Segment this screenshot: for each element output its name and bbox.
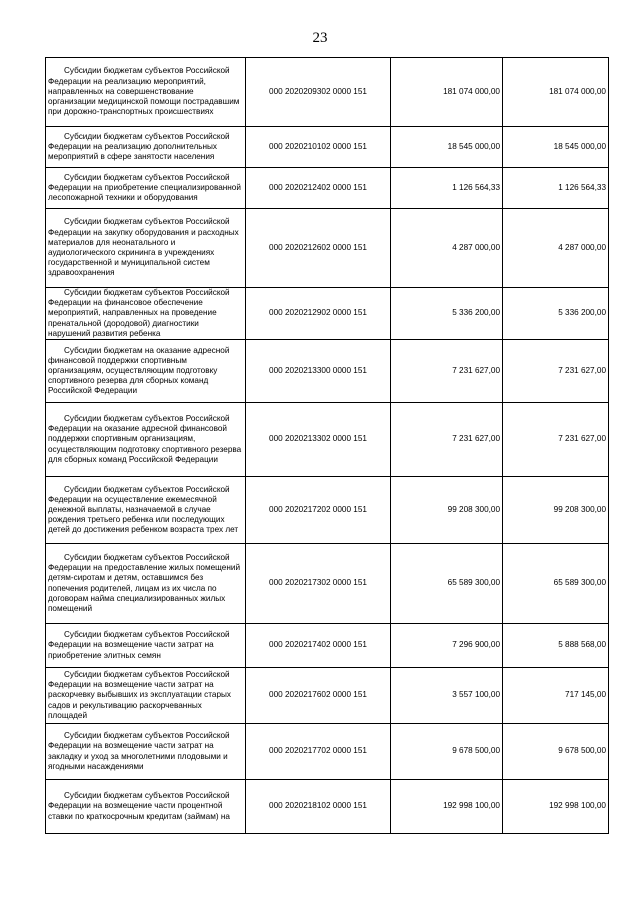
row-amount-1: 1 126 564,33 — [391, 168, 503, 209]
row-code: 000 2020217602 0000 151 — [246, 668, 391, 724]
row-amount-2: 65 589 300,00 — [503, 544, 609, 624]
row-amount-1: 7 296 900,00 — [391, 624, 503, 668]
row-name: Субсидии бюджетам субъектов Российской Федерации на реализацию дополнительных мероприятий в сфере занятости населения — [46, 127, 246, 168]
row-name: Субсидии бюджетам субъектов Российской Федерации на возмещение части затрат на раскорчевку выбывших из эксплуатации старых садов и рекультивацию раскорчеванных площадей — [46, 668, 246, 724]
table-row — [46, 544, 609, 624]
table-row — [46, 288, 609, 340]
row-code: 000 2020212902 0000 151 — [246, 288, 391, 340]
table-row — [46, 724, 609, 780]
row-code: 000 2020213302 0000 151 — [246, 403, 391, 477]
table-row — [46, 168, 609, 209]
row-amount-2: 192 998 100,00 — [503, 780, 609, 834]
row-amount-1: 192 998 100,00 — [391, 780, 503, 834]
row-name: Субсидии бюджетам субъектов Российской Федерации на осуществление ежемесячной денежной выплаты, назначаемой в случае рождения третьего ребенка или последующих детей до достижения ребенком возраста трех лет — [46, 477, 246, 544]
row-amount-1: 7 231 627,00 — [391, 403, 503, 477]
row-amount-2: 5 888 568,00 — [503, 624, 609, 668]
row-name: Субсидии бюджетам на оказание адресной финансовой поддержки спортивным организациям, осуществляющим подготовку спортивного резерва для сборных команд Российской Федерации — [46, 340, 246, 403]
row-amount-2: 99 208 300,00 — [503, 477, 609, 544]
revenue-table — [45, 57, 609, 834]
row-amount-2: 4 287 000,00 — [503, 209, 609, 288]
row-amount-1: 99 208 300,00 — [391, 477, 503, 544]
table-row — [46, 209, 609, 288]
row-name: Субсидии бюджетам субъектов Российской Федерации на финансовое обеспечение мероприятий, направленных на проведение пренатальной (дородовой) диагностики нарушений развития ребенка — [46, 288, 246, 340]
row-code: 000 2020210102 0000 151 — [246, 127, 391, 168]
row-amount-2: 181 074 000,00 — [503, 58, 609, 127]
row-code: 000 2020212602 0000 151 — [246, 209, 391, 288]
row-code: 000 2020212402 0000 151 — [246, 168, 391, 209]
page-number: 23 — [312, 30, 328, 46]
row-amount-1: 5 336 200,00 — [391, 288, 503, 340]
table-row — [46, 58, 609, 127]
row-amount-1: 18 545 000,00 — [391, 127, 503, 168]
table-row — [46, 127, 609, 168]
row-code: 000 2020213300 0000 151 — [246, 340, 391, 403]
row-name: Субсидии бюджетам субъектов Российской Федерации на возмещение части процентной ставки по краткосрочным кредитам (займам) на — [46, 780, 246, 834]
row-amount-1: 181 074 000,00 — [391, 58, 503, 127]
table-row — [46, 780, 609, 834]
row-amount-2: 5 336 200,00 — [503, 288, 609, 340]
row-name: Субсидии бюджетам субъектов Российской Федерации на реализацию мероприятий, направленных на совершенствование организации медицинской помощи пострадавшим при дорожно-транспортных происшествиях — [46, 58, 246, 127]
row-amount-1: 7 231 627,00 — [391, 340, 503, 403]
row-amount-2: 7 231 627,00 — [503, 403, 609, 477]
table-row — [46, 624, 609, 668]
row-amount-2: 9 678 500,00 — [503, 724, 609, 780]
table-row — [46, 403, 609, 477]
row-code: 000 2020209302 0000 151 — [246, 58, 391, 127]
row-name: Субсидии бюджетам субъектов Российской Федерации на приобретение специализированной лесопожарной техники и оборудования — [46, 168, 246, 209]
row-code: 000 2020218102 0000 151 — [246, 780, 391, 834]
row-amount-2: 717 145,00 — [503, 668, 609, 724]
row-name: Субсидии бюджетам субъектов Российской Федерации на возмещение части затрат на приобретение элитных семян — [46, 624, 246, 668]
row-amount-2: 18 545 000,00 — [503, 127, 609, 168]
row-code: 000 2020217202 0000 151 — [246, 477, 391, 544]
table-row — [46, 477, 609, 544]
row-name: Субсидии бюджетам субъектов Российской Федерации на предоставление жилых помещений детям-сиротам и детям, оставшимся без попечения родителей, лицам из их числа по договорам найма специализированных жилых помещений — [46, 544, 246, 624]
row-code: 000 2020217402 0000 151 — [246, 624, 391, 668]
row-amount-1: 4 287 000,00 — [391, 209, 503, 288]
row-name: Субсидии бюджетам субъектов Российской Федерации на закупку оборудования и расходных материалов для неонатального и аудиологического скрининга в учреждениях государственной и муниципальной систем здравоохранения — [46, 209, 246, 288]
table-row — [46, 668, 609, 724]
row-amount-1: 9 678 500,00 — [391, 724, 503, 780]
row-amount-1: 3 557 100,00 — [391, 668, 503, 724]
table-row — [46, 340, 609, 403]
row-amount-1: 65 589 300,00 — [391, 544, 503, 624]
row-amount-2: 7 231 627,00 — [503, 340, 609, 403]
row-amount-2: 1 126 564,33 — [503, 168, 609, 209]
row-name: Субсидии бюджетам субъектов Российской Федерации на оказание адресной финансовой поддержки спортивным организациям, осуществляющим подготовку спортивного резерва для сборных команд Российской Федерации — [46, 403, 246, 477]
row-name: Субсидии бюджетам субъектов Российской Федерации на возмещение части затрат на закладку и уход за многолетними плодовыми и ягодными насаждениями — [46, 724, 246, 780]
row-code: 000 2020217702 0000 151 — [246, 724, 391, 780]
row-code: 000 2020217302 0000 151 — [246, 544, 391, 624]
